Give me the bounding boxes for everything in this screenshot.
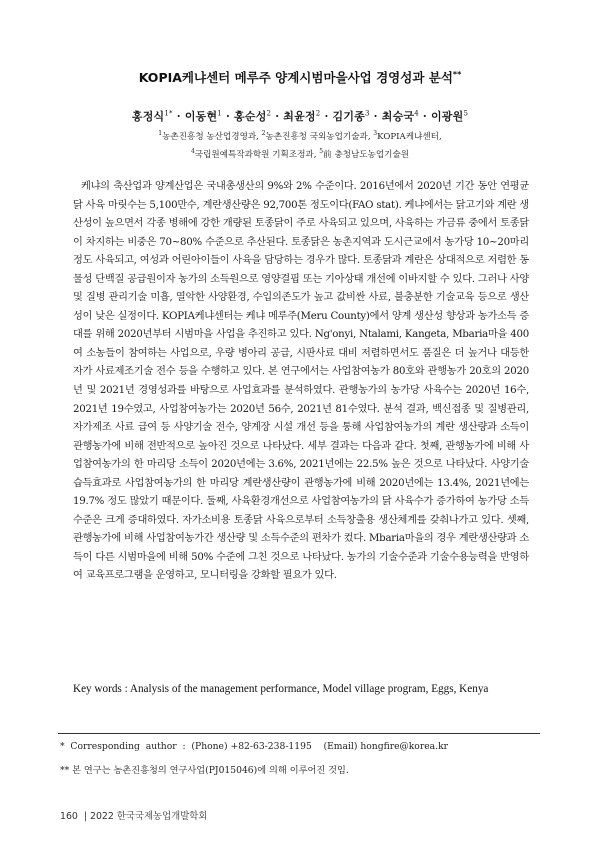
author-affiliation-mark: 3 [365,109,370,118]
author-affiliation-mark: 2 [266,109,272,118]
author-separator: · [369,110,382,123]
affiliation-mark: 5 [319,148,324,156]
author-list [60,108,540,124]
affiliation-text: 국립원예특작과학원 기획조정과, [194,150,320,160]
title-footnote-mark: ** [452,69,462,79]
author-name: 홍정식 [131,110,165,123]
abstract: 케냐의 축산업과 양계산업은 국내총생산의 9%와 2% 수준이다. 2016년에서 2020년 기간 동안 연평균 닭 사육 마릿수는 5,100만수, 계란생산량은 92,700톤 정도이다(FAO stat). 케냐에서는 닭고기와 계란 생산성이 높으면서 각종 병해에 강한 개량된 토종닭이 주로 사육되고 있으며, 사육하는 가금류 중에서 토종닭이 차지하는 비중은 70~80% 수준으로 추산된다. 토종닭은 농촌지역과 도시근교에서 농가당 10~20마리 정도 사육되고, 여성과 어린아이들이 사육을 담당하는 경우가 많다. 토종닭과 계란은 상대적으로 저렴한 동물성 단백질 공급원이자 농가의 소득원으로 영양결핍 또는 기아상태 개선에 이바지할 수 있다. 그러나 사양 및 질병 관리기술 미흡, 열악한 사양환경, 수입의존도가 높고 값비싼 사료, 불충분한 기술교육 등으로 생산성이 낮은 실정이다. KOPIA케냐센터는 케냐 메루주(Meru County)에서 양계 생산성 향상과 농가소득 증대를 위해 2020년부터 시범마을 사업을 추진하고 있다. Ng'onyi, Ntalami, Kangeta, Mbaria마을 400여 소농들이 참여하는 사업으로, 우량 병아리 공급, 시판사료 대비 저렴하면서도 품질은 더 높거나 대등한 자가 사료제조기술 전수 등을 수행하고 있다. 본 연구에서는 사업참여농가 80호와 관행농가 20호의 2020년 및 2021년 경영성과를 바탕으로 사업효과를 분석하였다. 관행농가의 농가당 사육수는 2020년 16수, 2021년 19수였고, 사업참여농가는 2020년 56수, 2021년 81수였다. 분석 결과, 백신접종 및 질병관리, 자가제조 사료 급여 등 사양기술 전수, 양계장 시설 개선 등을 통해 사업참여농가의 계란 생산량과 소득이 관행농가에 비해 전반적으로 높아진 것으로 나타났다. 세부 결과는 다음과 같다. 첫째, 관행농가에 비해 사업참여농가의 한 마리당 소득이 2020년에는 3.6%, 2021년에는 22.5% 높은 것으로 나타났다. 사양기술 습득효과로 사업참여농가의 한 마리당 계란생산량이 관행농가에 비해 2020년에는 13.4%, 2021년에는 19.7% 정도 많았기 때문이다. 둘째, 사육환경개선으로 사업참여농가의 닭 사육수가 증가하여 농가당 소득수준은 크게 증대하였다. 자가소비용 토종닭 사육으로부터 소득창출용 생산체계를 갖춰나가고 있다. 셋째, 관행농가에 비해 사업참여농가간 생산량 및 소득수준의 편차가 컸다. Mbaria마을의 경우 계란생산량과 소득이 다른 시범마을에 비해 50% 수준에 그친 것으로 나타났다. 농가의 기술수준과 기술수용능력을 반영하여 교육프로그램을 운영하고, 모니터링을 강화할 필요가 있다. [73,181,529,582]
affiliation-mark: 4 [190,148,195,156]
affiliation-mark: 2 [261,130,266,138]
footnote-divider [58,733,540,734]
affiliations-line-2 [60,148,540,160]
affiliation-text: KOPIA케냐센터, [377,132,442,142]
affiliation-text: 농촌진흥청 국외농업기술과, [265,132,374,142]
author-name: 최승국 [381,110,415,123]
affiliations-line-1 [60,130,540,142]
author-affiliation-mark: 1* [164,109,173,118]
author-name: 이광원 [430,110,464,123]
author-separator: · [320,110,333,123]
keywords-text: Analysis of the management performance, Model village program, Eggs, Kenya [129,683,489,695]
affiliation-text: 前 충청남도농업기술원 [323,150,410,160]
keywords [73,683,533,695]
author-affiliation-mark: 4 [414,109,419,118]
affiliation-mark: 3 [373,130,378,138]
author-affiliation-mark: 5 [463,109,469,118]
paper-title [60,68,540,86]
title-text: KOPIA케냐센터 메루주 양계시범마을사업 경영성과 분석 [138,70,453,85]
author-affiliation-mark: 2 [315,109,321,118]
author-separator: · [271,110,284,123]
author-separator: · [221,110,235,123]
affiliation-text: 농촌진흥청 농산업경영과, [162,132,262,142]
affiliation-mark: 1 [158,130,163,138]
author-name: 홍순성 [234,110,267,123]
page-footer: 160 | 2022 한국국제농업개발학회 [60,811,208,822]
author-name: 이동현 [184,110,218,123]
footnote-corresponding-author: * Corresponding author : (Phone) +82-63-238-1195 (Email) hongfire@korea.kr [60,741,449,752]
author-separator: · [418,110,431,123]
author-separator: · [172,110,185,123]
keywords-label: Key words : [73,683,130,695]
author-affiliation-mark: 1 [217,109,222,118]
author-name: 김기종 [332,110,365,123]
author-name: 최윤정 [283,110,316,123]
footnote-funding: ** 본 연구는 농촌진흥청의 연구사업(PJ015046)에 의해 이루어진 것임. [60,765,349,776]
